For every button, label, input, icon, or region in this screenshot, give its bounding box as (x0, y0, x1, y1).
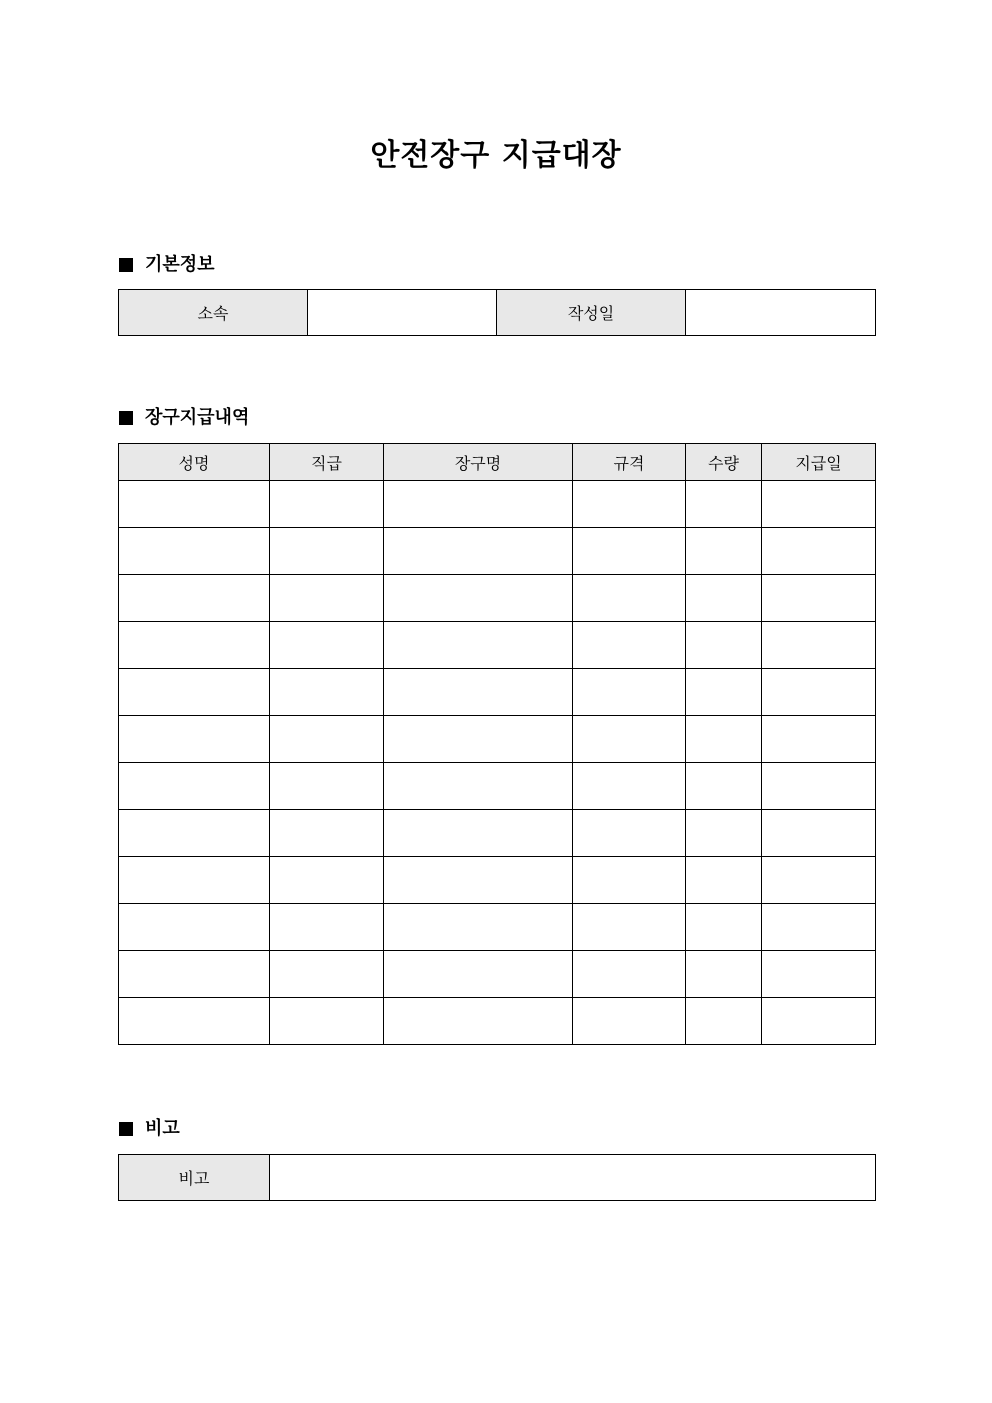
date-field[interactable] (686, 290, 876, 336)
equipment-cell[interactable] (384, 716, 573, 763)
quantity-cell[interactable] (686, 857, 762, 904)
rank-cell[interactable] (270, 622, 384, 669)
equipment-cell[interactable] (384, 951, 573, 998)
quantity-cell[interactable] (686, 998, 762, 1045)
name-cell[interactable] (119, 528, 270, 575)
equipment-cell[interactable] (384, 528, 573, 575)
section-heading-label: 비고 (145, 1118, 180, 1139)
table-row (119, 951, 876, 998)
equipment-cell[interactable] (384, 857, 573, 904)
quantity-cell[interactable] (686, 716, 762, 763)
name-cell[interactable] (119, 716, 270, 763)
column-header-name: 성명 (119, 444, 270, 481)
basic-info-row (119, 290, 876, 336)
affiliation-field[interactable] (308, 290, 497, 336)
name-cell[interactable] (119, 904, 270, 951)
table-row (119, 857, 876, 904)
issue-date-cell[interactable] (762, 810, 876, 857)
affiliation-label: 소속 (119, 290, 308, 336)
section-heading-remarks (119, 1116, 180, 1142)
equipment-cell[interactable] (384, 575, 573, 622)
table-row (119, 669, 876, 716)
quantity-cell[interactable] (686, 904, 762, 951)
items-body (119, 481, 876, 1045)
name-cell[interactable] (119, 810, 270, 857)
name-cell[interactable] (119, 951, 270, 998)
table-row (119, 481, 876, 528)
table-row (119, 763, 876, 810)
issue-date-cell[interactable] (762, 904, 876, 951)
rank-cell[interactable] (270, 998, 384, 1045)
issue-date-cell[interactable] (762, 481, 876, 528)
rank-cell[interactable] (270, 716, 384, 763)
issue-date-cell[interactable] (762, 575, 876, 622)
rank-cell[interactable] (270, 810, 384, 857)
rank-cell[interactable] (270, 669, 384, 716)
section-heading-label: 기본정보 (145, 254, 215, 275)
name-cell[interactable] (119, 857, 270, 904)
remarks-row (119, 1155, 876, 1201)
rank-cell[interactable] (270, 857, 384, 904)
spec-cell[interactable] (573, 763, 686, 810)
rank-cell[interactable] (270, 481, 384, 528)
spec-cell[interactable] (573, 622, 686, 669)
table-row (119, 528, 876, 575)
column-header-equipment: 장구명 (384, 444, 573, 481)
table-row (119, 622, 876, 669)
issue-date-cell[interactable] (762, 998, 876, 1045)
column-header-quantity: 수량 (686, 444, 762, 481)
issue-date-cell[interactable] (762, 857, 876, 904)
quantity-cell[interactable] (686, 622, 762, 669)
rank-cell[interactable] (270, 528, 384, 575)
quantity-cell[interactable] (686, 763, 762, 810)
rank-cell[interactable] (270, 904, 384, 951)
spec-cell[interactable] (573, 528, 686, 575)
equipment-cell[interactable] (384, 481, 573, 528)
section-heading-items (119, 405, 249, 431)
table-row (119, 575, 876, 622)
spec-cell[interactable] (573, 575, 686, 622)
remarks-field[interactable] (270, 1155, 876, 1201)
equipment-cell[interactable] (384, 763, 573, 810)
quantity-cell[interactable] (686, 528, 762, 575)
spec-cell[interactable] (573, 481, 686, 528)
table-row (119, 716, 876, 763)
issue-date-cell[interactable] (762, 716, 876, 763)
column-header-issue-date: 지급일 (762, 444, 876, 481)
name-cell[interactable] (119, 575, 270, 622)
column-header-spec: 규격 (573, 444, 686, 481)
table-row (119, 810, 876, 857)
issue-date-cell[interactable] (762, 763, 876, 810)
spec-cell[interactable] (573, 716, 686, 763)
column-header-rank: 직급 (270, 444, 384, 481)
issue-date-cell[interactable] (762, 951, 876, 998)
table-row (119, 904, 876, 951)
items-header-row (119, 444, 876, 481)
quantity-cell[interactable] (686, 669, 762, 716)
name-cell[interactable] (119, 622, 270, 669)
quantity-cell[interactable] (686, 481, 762, 528)
name-cell[interactable] (119, 763, 270, 810)
quantity-cell[interactable] (686, 810, 762, 857)
equipment-cell[interactable] (384, 622, 573, 669)
name-cell[interactable] (119, 481, 270, 528)
name-cell[interactable] (119, 669, 270, 716)
rank-cell[interactable] (270, 575, 384, 622)
spec-cell[interactable] (573, 998, 686, 1045)
spec-cell[interactable] (573, 904, 686, 951)
equipment-cell[interactable] (384, 810, 573, 857)
quantity-cell[interactable] (686, 575, 762, 622)
issue-date-cell[interactable] (762, 622, 876, 669)
spec-cell[interactable] (573, 857, 686, 904)
section-heading-basic (119, 252, 215, 278)
basic-info-table (118, 289, 876, 336)
page-title: 안전장구 지급대장 (370, 138, 622, 173)
remarks-label: 비고 (119, 1155, 270, 1201)
table-row (119, 998, 876, 1045)
issue-date-cell[interactable] (762, 669, 876, 716)
name-cell[interactable] (119, 998, 270, 1045)
equipment-cell[interactable] (384, 669, 573, 716)
rank-cell[interactable] (270, 763, 384, 810)
issue-date-cell[interactable] (762, 528, 876, 575)
square-bullet-icon (119, 411, 133, 425)
spec-cell[interactable] (573, 951, 686, 998)
rank-cell[interactable] (270, 951, 384, 998)
remarks-table (118, 1154, 876, 1201)
square-bullet-icon (119, 258, 133, 272)
date-label: 작성일 (497, 290, 686, 336)
square-bullet-icon (119, 1122, 133, 1136)
quantity-cell[interactable] (686, 951, 762, 998)
equipment-cell[interactable] (384, 998, 573, 1045)
equipment-cell[interactable] (384, 904, 573, 951)
spec-cell[interactable] (573, 669, 686, 716)
spec-cell[interactable] (573, 810, 686, 857)
section-heading-label: 장구지급내역 (145, 407, 250, 428)
items-table (118, 443, 876, 1045)
